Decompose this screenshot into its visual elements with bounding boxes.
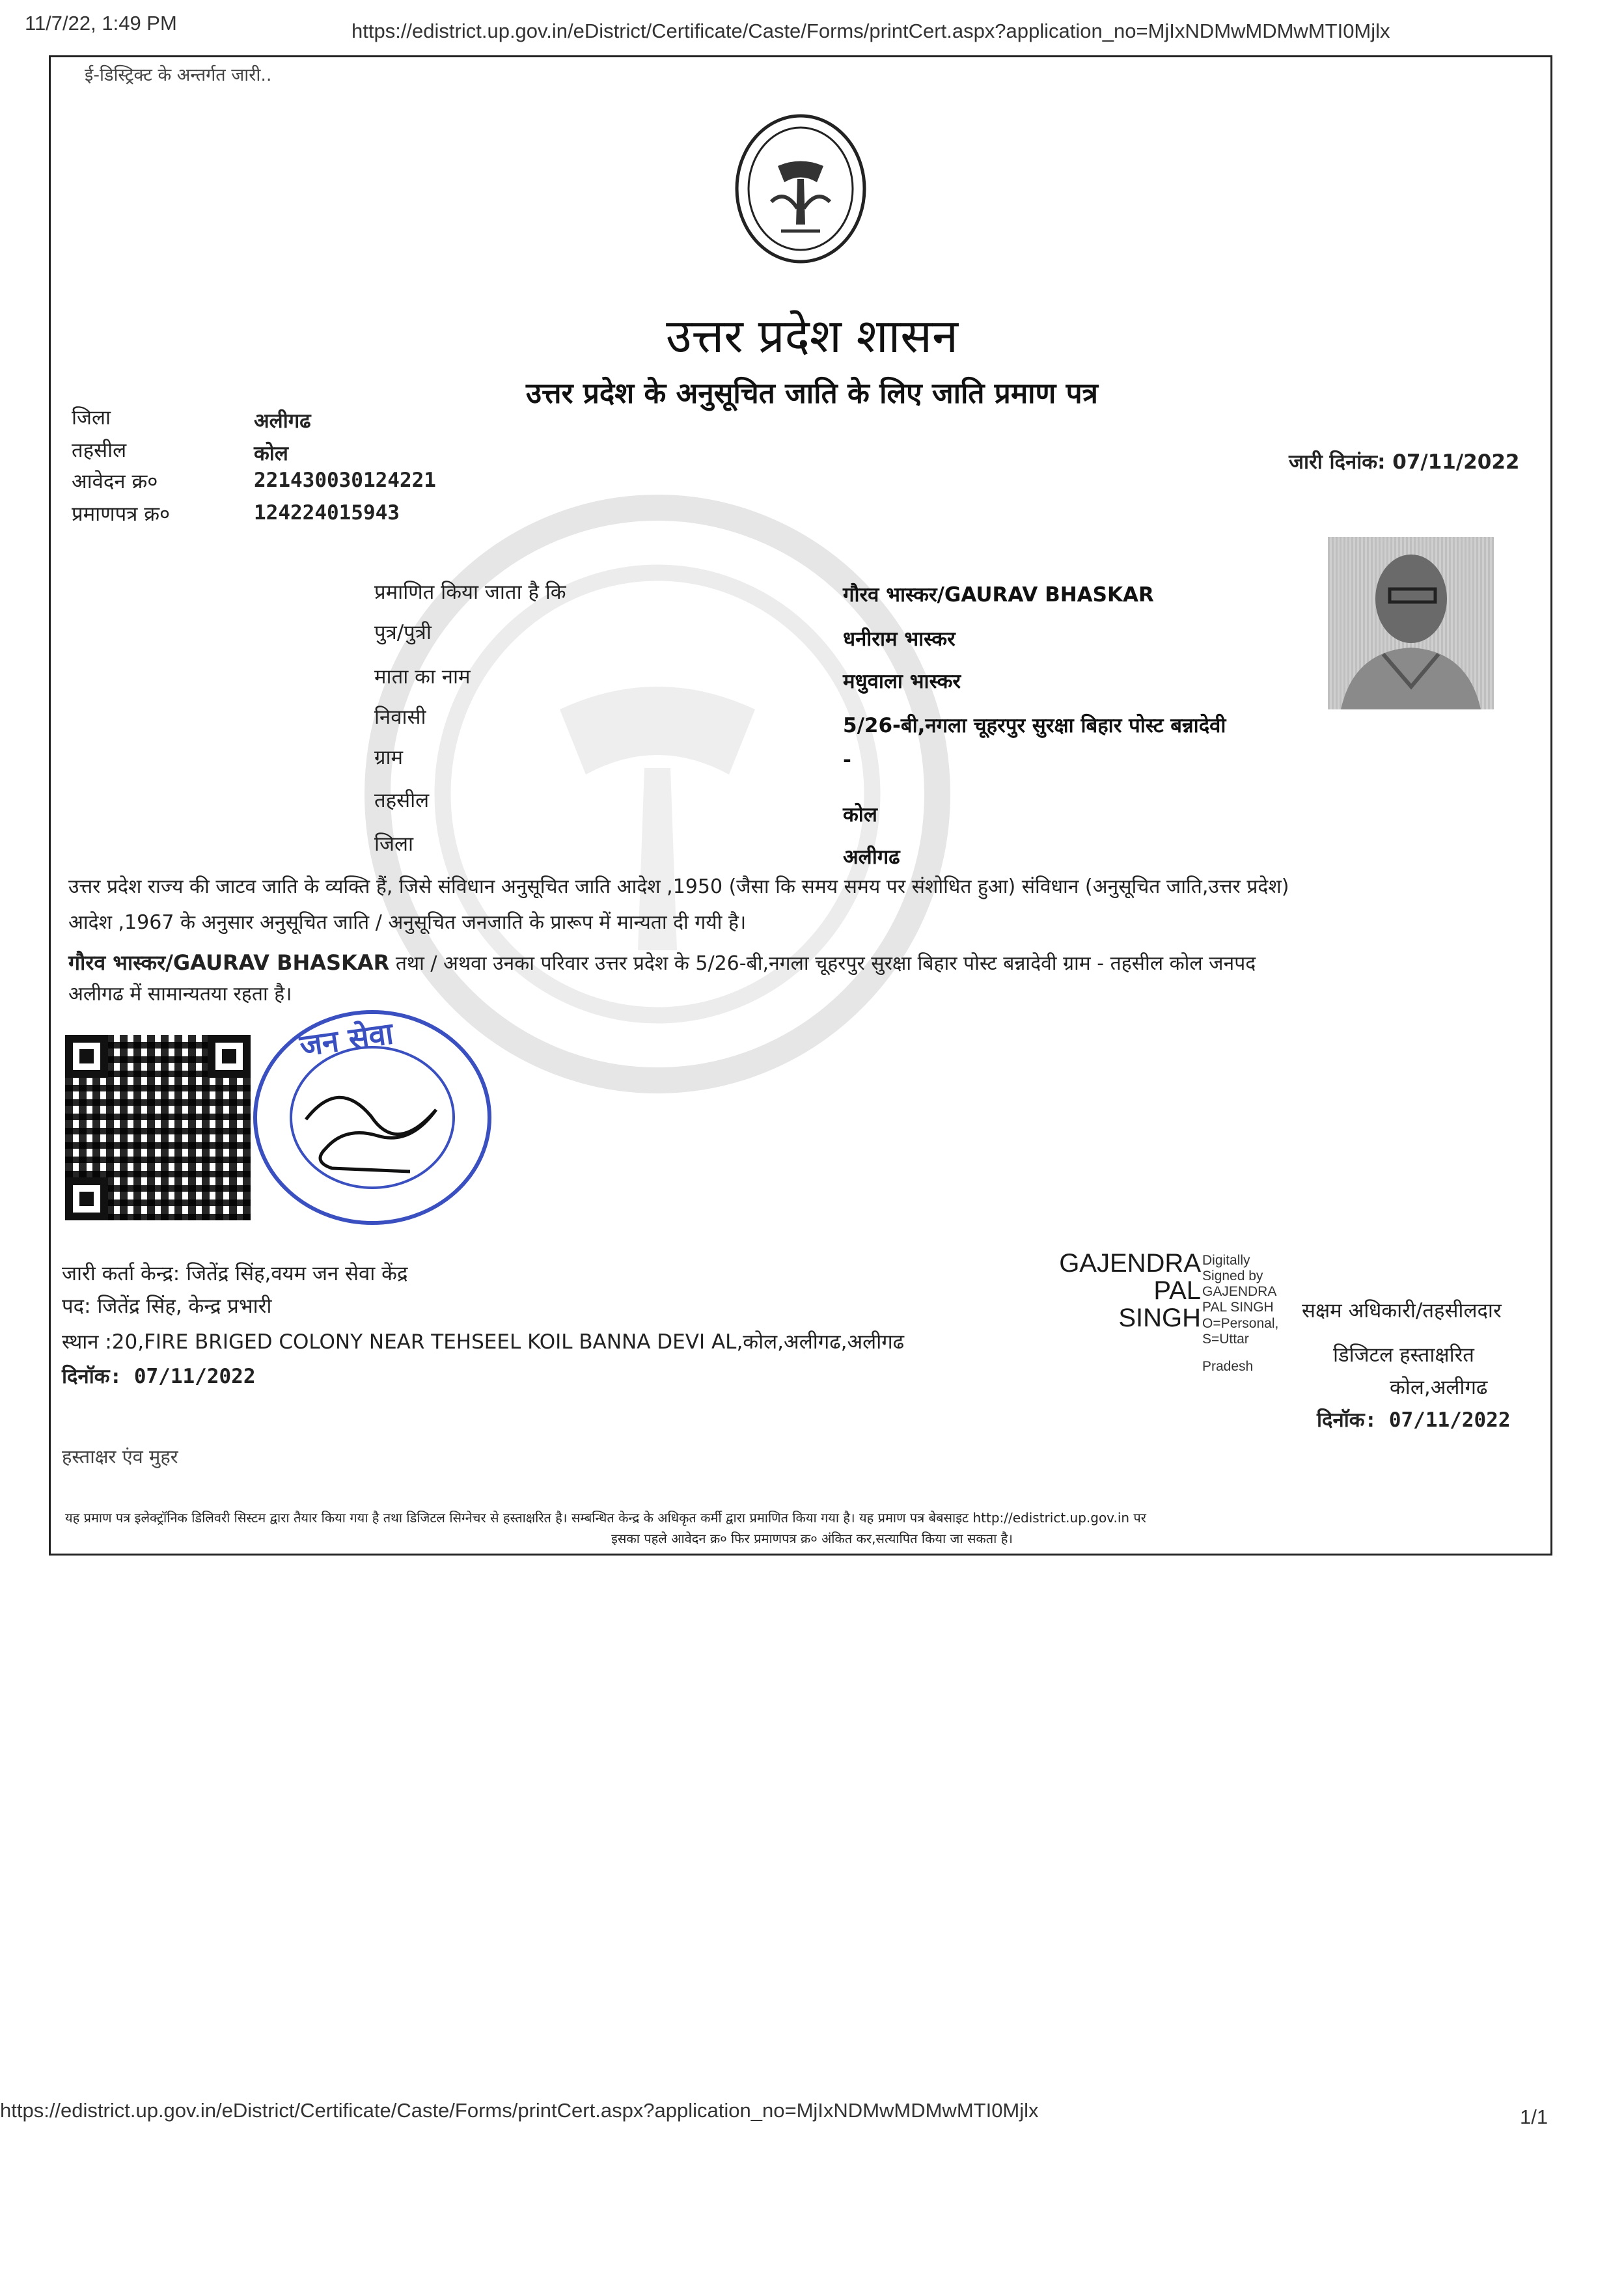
issuer-centre: जारी कर्ता केन्द्र: जितेंद्र सिंह,वयम जन सेवा केंद्र [62, 1262, 408, 1285]
detail-label-village: ग्राम [374, 746, 404, 769]
qr-finder-top-left [65, 1035, 108, 1078]
qr-code [65, 1035, 251, 1220]
page-title: उत्तर प्रदेश शासन [666, 308, 958, 363]
detail-label-mother: माता का नाम [374, 665, 471, 689]
qr-finder-top-right [208, 1035, 251, 1078]
print-footer-url: https://edistrict.up.gov.in/eDistrict/Certificate/Caste/Forms/printCert.aspx?application_no=MjIxNDMwMDMwMTI0Mjlx [0, 2099, 1039, 2122]
issued-under-note: ई-डिस्ट्रिक्ट के अन्तर्गत जारी.. [85, 65, 272, 85]
residence-applicant-name: गौरव भास्कर/GAURAV BHASKAR [68, 950, 390, 975]
issue-date: जारी दिनांक: 07/11/2022 [1289, 450, 1520, 474]
print-page-number: 1/1 [1520, 2105, 1548, 2128]
authority-date-text: दिनॉक: 07/11/2022 [1317, 1408, 1511, 1432]
applicant-photo [1328, 537, 1494, 709]
dsig-line-5: O=Personal, [1202, 1315, 1279, 1331]
meta-value-application-no: 221430030124221 [254, 469, 436, 492]
mother-name: मधुवाला भास्कर [843, 670, 961, 693]
applicant-name: गौरव भास्कर/GAURAV BHASKAR [843, 583, 1154, 607]
detail-label-father: पुत्र/पुत्री [374, 621, 432, 644]
issuer-post: पद: जितेंद्र सिंह, केन्द्र प्रभारी [62, 1295, 272, 1318]
dsig-line-1: Digitally [1202, 1253, 1250, 1268]
signatory-name-line-3: SINGH [1118, 1304, 1201, 1332]
meta-label-tehsil: तहसील [72, 439, 127, 462]
meta-label-application-no: आवेदन क्र० [72, 470, 158, 493]
district-value: अलीगढ [843, 845, 900, 869]
signatory-name [1045, 1250, 1201, 1332]
certificate-footer-line-1: यह प्रमाण पत्र इलेक्ट्रॉनिक डिलिवरी सिस्टम द्वारा तैयार किया गया है तथा डिजिटल सिग्नेचर से हस्ताक्षरित है। सम्बन्धित केन्द्र के अधिकृत कर्मी द्वारा प्रमाणित किया गया है। यह प्रमाण पत्र बेबसाइट http://edistrict.up.gov.in पर [65, 1510, 1146, 1526]
detail-label-tehsil: तहसील [374, 789, 430, 812]
resident-address: 5/26-बी,नगला चूहरपुर सुरक्षा बिहार पोस्ट बन्नादेवी [843, 714, 1226, 737]
digital-signature-details [1202, 1253, 1278, 1375]
digitally-signed-label: डिजिटल हस्ताक्षरित [1333, 1343, 1474, 1367]
authority-date [1317, 1406, 1511, 1433]
authority-title: सक्षम अधिकारी/तहसीलदार [1302, 1299, 1502, 1323]
stamp-seal [247, 1006, 498, 1230]
father-name: धनीराम भास्कर [843, 627, 956, 651]
meta-label-certificate-no: प्रमाणपत्र क्र० [72, 502, 171, 526]
detail-label-resident: निवासी [374, 706, 426, 729]
residence-statement-line-1 [68, 950, 1256, 976]
signature-scribble [306, 1097, 436, 1172]
caste-statement-line-1: उत्तर प्रदेश राज्य की जाटव जाति के व्यक्ति हैं, जिसे संविधान अनुसूचित जाति आदेश ,1950 (जैसा कि समय समय पर संशोधित हुआ) संविधान (अनुसूचित जाति,उत्तर प्रदेश) [68, 875, 1289, 898]
signatory-name-line-2: PAL [1153, 1276, 1201, 1305]
meta-value-tehsil: कोल [254, 442, 288, 465]
meta-label-district: जिला [72, 406, 111, 430]
tehsil-value: कोल [843, 803, 877, 827]
detail-label-certified: प्रमाणित किया जाता है कि [374, 581, 566, 604]
issuer-date-text: दिनॉक: 07/11/2022 [62, 1365, 256, 1388]
qr-finder-bottom-left [65, 1177, 108, 1220]
dsig-line-2: Signed by [1202, 1268, 1263, 1284]
dsig-line-3: GAJENDRA [1202, 1284, 1277, 1300]
certificate-footer-line-2: इसका पहले आवेदन क्र० फिर प्रमाणपत्र क्र० अंकित कर,सत्यापित किया जा सकता है। [611, 1531, 1013, 1546]
print-timestamp: 11/7/22, 1:49 PM [25, 12, 177, 34]
residence-statement-line-2: अलीगढ में सामान्यतया रहता है। [68, 983, 292, 1006]
dsig-line-6: S=Uttar [1202, 1331, 1249, 1347]
meta-value-district: अलीगढ [254, 409, 311, 433]
detail-label-district: जिला [374, 832, 414, 856]
up-government-emblem-icon [732, 111, 869, 267]
residence-statement-text: तथा / अथवा उनका परिवार उत्तर प्रदेश के 5/26-बी,नगला चूहरपुर सुरक्षा बिहार पोस्ट बन्नादेवी ग्राम - तहसील कोल जनपद [389, 952, 1256, 975]
dsig-line-7: Pradesh [1202, 1358, 1254, 1374]
stamp-text: जन सेवा [297, 1015, 396, 1063]
signatory-name-line-1: GAJENDRA [1059, 1249, 1201, 1278]
print-header-url: https://edistrict.up.gov.in/eDistrict/Certificate/Caste/Forms/printCert.aspx?application_no=MjIxNDMwMDMwMTI0Mjlx [351, 20, 1390, 42]
village-value: - [843, 748, 851, 772]
certificate-subtitle: उत्तर प्रदेश के अनुसूचित जाति के लिए जाति प्रमाण पत्र [526, 377, 1098, 410]
dsig-line-4: PAL SINGH [1202, 1300, 1274, 1315]
caste-statement-line-2: आदेश ,1967 के अनुसार अनुसूचित जाति / अनुसूचित जनजाति के प्रारूप में मान्यता दी गयी है। [68, 911, 747, 934]
meta-value-certificate-no: 124224015943 [254, 501, 400, 525]
sign-and-seal-label: हस्ताक्षर एंव मुहर [62, 1446, 178, 1468]
issuer-date [62, 1362, 256, 1390]
issuer-place: स्थान :20,FIRE BRIGED COLONY NEAR TEHSEEL KOIL BANNA DEVI AL,कोल,अलीगढ,अलीगढ [62, 1330, 905, 1354]
authority-location: कोल,अलीगढ [1390, 1376, 1488, 1399]
